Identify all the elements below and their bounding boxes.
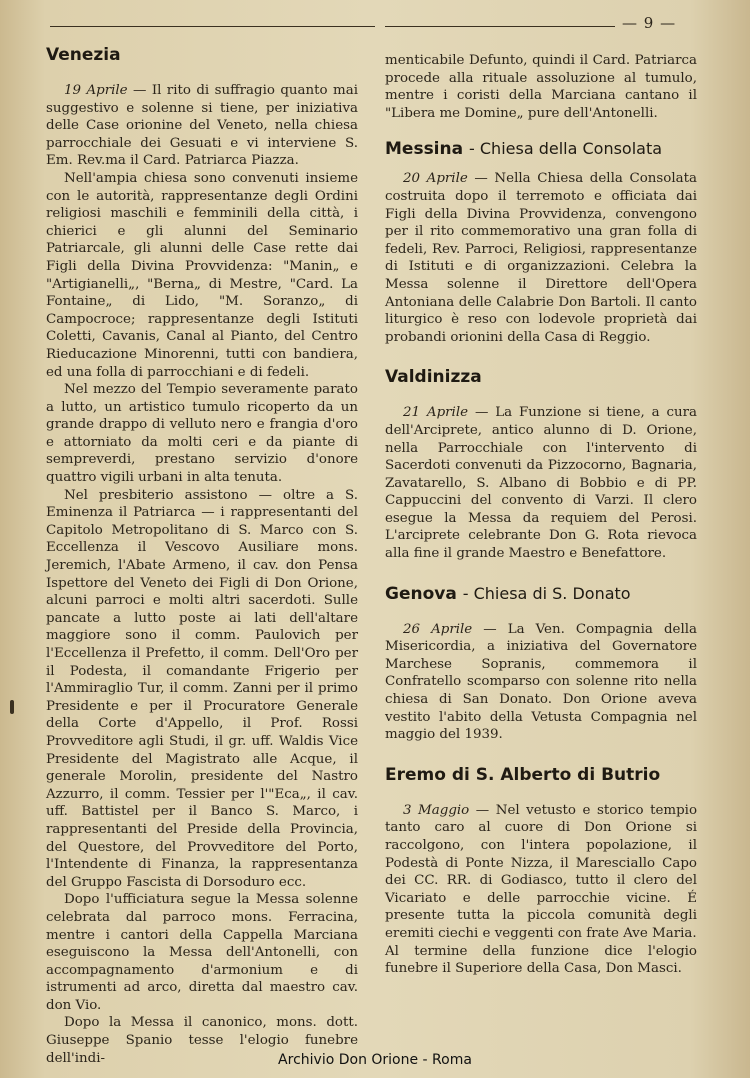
venezia-paragraph-6: Dopo la Messa il canonico, mons. dott. Giuseppe Spanio tesse l'elogio funebre dell'indi- [46,1015,358,1066]
eremo-paragraph-1 [385,802,697,943]
section-title-eremo: Eremo di S. Alberto di Butrio [385,764,661,785]
genova-text: — La Ven. Compagnia della Misericordia, a iniziativa del Governatore Marchese Sopranis, commemora il Confratello scomparso con solenne rito nella chiesa di San Donato. Don Orione aveva vestito l'abito della Vetusta Compagnia nel maggio del 1939. [385,621,697,743]
messina-subtitle: - Chiesa della Consolata [469,139,663,159]
section-title-genova [385,583,697,605]
right-column [385,52,697,978]
venezia-paragraph-2: Nell'ampia chiesa sono convenuti insieme con le autorità, rappresentanze degli Ordini religiosi maschili e femminili della città, i chierici e gli alunni del Seminario Patriarcale, gli alunni delle Case rette dai Figli della Divina Provvidenza: "Manin„ e "Artigianelli„, "Berna„ di Mestre, "Card. La Fontaine„ di Lido, "M. Soranzo„ di Campocroce; rappresentanze degli Istituti Coletti, Cavanis, Canal al Pianto, del Centro Rieducazione Minorenni, tutti con bandiera, ed una folla di parrocchiani e di fedeli. [46,170,358,380]
venezia-text-1: — Il rito di suffragio quanto mai suggestivo e solenne si tiene, per iniziativa delle Case orionine del Veneto, nella chiesa parrocchiale dei Gesuati e vi interviene S. Em. Rev.ma il Card. Patriarca Piazza. [46,83,358,169]
venezia-paragraph-1 [46,82,358,170]
venezia-paragraph-3: Nel mezzo del Tempio severamente parato a lutto, un artistico tumulo ricoperto da un grande drappo di velluto nero e frangia d'oro e attorniato da molti ceri e da piante di sempreverdi, prestano servizio d'onore quattro vigili urbani in alta tenuta. [46,382,358,486]
messina-text: — Nella Chiesa della Consolata costruita dopo il terremoto e officiata dai Figli della Divina Provvidenza, convengono per il rito commemorativo una gran folla di fedeli, Rev. Parroci, Religiosi, rappresentanze di Istituti e di organizzazioni. Celebra la Messa solenne il Direttore dell'Opera Antoniana delle Calabrie Don Bartoli. Il canto liturgico è reso con lodevole proprietà dai probandi orionini della Casa di Reggio. [385,171,697,345]
genova-paragraph [385,621,697,744]
header-rule-right [385,26,615,27]
genova-subtitle: - Chiesa di S. Donato [462,583,631,603]
archive-footer: Archivio Don Orione - Roma [278,1052,472,1068]
header-rule-left [50,26,375,27]
messina-date: 20 Aprile [403,171,468,187]
messina-title: Messina [385,139,464,160]
valdinizza-text: — La Funzione si tiene, a cura dell'Arciprete, antico alunno di D. Orione, nella Parrocchiale con l'intervento di Sacerdoti convenuti da Pizzocorno, Bagnaria, Zavatarello, S. Albano di Bobbio e di PP. Cappuccini del convento di Varzi. Il clero esegue la Messa da requiem del Perosi. L'arciprete celebrante Don G. Rota rievoca alla fine il grande Maestro e Benefattore. [385,405,698,562]
genova-date: 26 Aprile [403,621,473,637]
valdinizza-date: 21 Aprile [403,405,469,421]
venezia-continuation: menticabile Defunto, quindi il Card. Patriarca procede alla rituale assoluzione al tumulo, mentre i coristi della Marciana cantano il "Libera me Domine„ pure dell'Antonelli. [385,53,697,121]
venezia-date: 19 Aprile [64,83,128,98]
section-title-venezia: Venezia [46,45,121,65]
messina-paragraph [385,170,697,346]
section-title-valdinizza: Valdinizza [385,367,482,388]
eremo-text: — Nel vetusto e storico tempio tanto caro al cuore di Don Orione si raccolgono, con l'intera popolazione, il Podestà di Ponte Nizza, il Maresciallo Capo dei CC. RR. di Godiasco, tutto il clero del Vicariato e delle parrocchie vicine. É presente tutta la piccola comunità degli eremiti ciechi e veggenti con frate Ave Maria. [385,802,698,941]
left-column [46,44,358,1067]
page-number: — 9 — [622,14,677,32]
venezia-paragraph-5: Dopo l'ufficiatura segue la Messa solenne celebrata dal parroco mons. Ferracina, mentre i cantori della Cappella Marciana eseguiscono la Messa dell'Antonelli, con accompagnamento d'armonium e di istrumenti ad arco, diretta dal maestro cav. don Vio. [46,892,358,1013]
genova-title: Genova [385,583,457,604]
valdinizza-paragraph [385,404,697,562]
eremo-date: 3 Maggio [403,802,470,818]
binding-mark [10,700,14,714]
eremo-paragraph-2: Al termine della funzione dice l'elogio funebre il Superiore della Casa, Don Masci. [385,943,697,977]
section-title-messina [385,138,697,160]
venezia-paragraph-4: Nel presbiterio assistono — oltre a S. Eminenza il Patriarca — i rappresentanti del Capitolo Metropolitano di S. Marco con S. Eccellenza il Vescovo Ausiliare mons. Jeremich, l'Abate Armeno, il cav. don Pensa Ispettore del Veneto dei Figli di Don Orione, alcuni parroci e molti altri sacerdoti. Sulle pancate a lutto poste ai lati dell'altare maggiore sono il comm. Paulovich per l'Eccellenza il Prefetto, il comm. Dell'Oro per il Podesta, il comandante Frigerio per l'Ammiraglio Tur, il comm. Zanni per il primo Presidente e per il Procuratore Generale della Corte d'Appello, il Prof. Rossi Provveditore agli Studi, il gr. uff. Waldis Vice Presidente del Magistrato alle Acque, il generale Morolin, presidente del Nastro Azzurro, il comm. Tessier per l'"Eca„, il cav. uff. Battistel per il Banco S. Marco, i rappresentanti del Preside della Provincia, del Questore, del Provveditore del Porto, l'Intendente di Finanza, la rappresentanza del Gruppo Fascista di Dorsoduro ecc. [46,487,358,890]
